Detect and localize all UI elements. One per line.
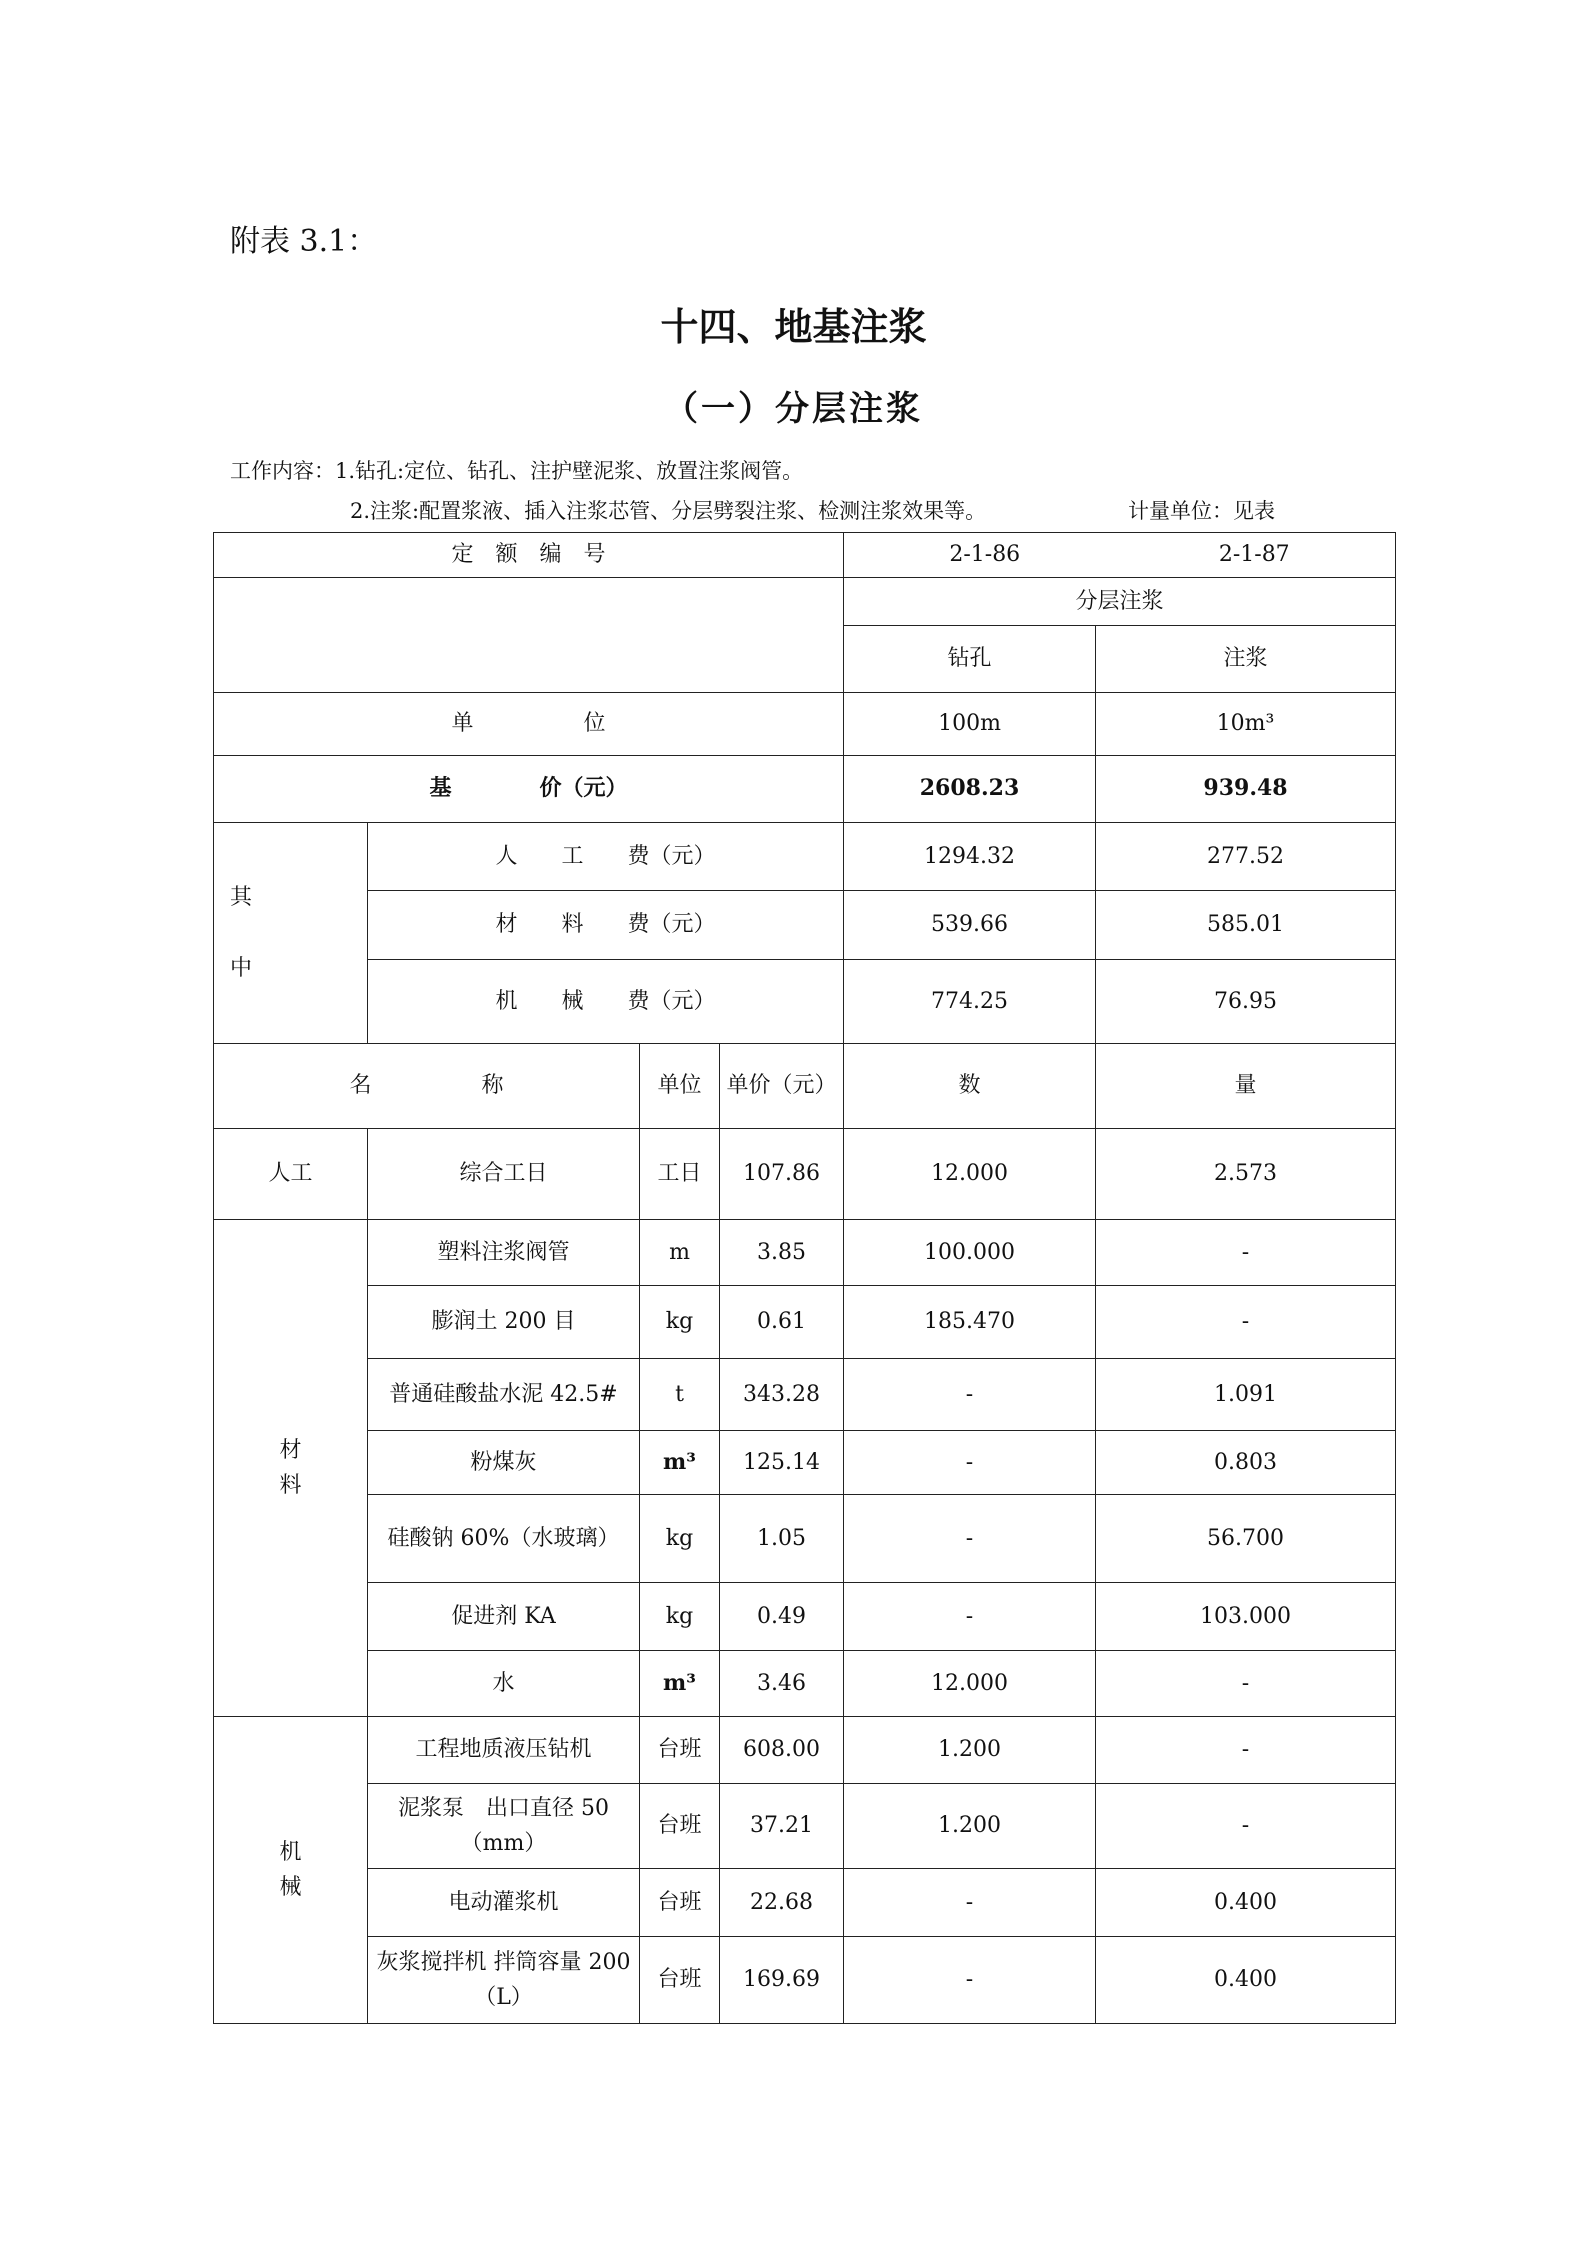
resource-price: 125.14	[720, 1431, 844, 1495]
table-row	[214, 1359, 1396, 1431]
base-price-label: 基 价（元）	[214, 756, 844, 823]
column-header-unit: 单位	[640, 1044, 720, 1129]
resource-name: 综合工日	[368, 1129, 640, 1220]
resource-unit: 台班	[640, 1937, 720, 2024]
cost-row	[214, 891, 1396, 960]
table-row	[214, 1784, 1396, 1869]
resource-name: 电动灌浆机	[368, 1869, 640, 1937]
resource-price: 0.61	[720, 1286, 844, 1359]
unit-value-2: 10m³	[1096, 693, 1396, 756]
work-content-line-1: 工作内容：1.钻孔:定位、钻孔、注护壁泥浆、放置注浆阀管。	[230, 459, 804, 483]
resource-qty-1: 12.000	[844, 1129, 1096, 1220]
project-blank-cell	[214, 578, 844, 693]
cost-value: 1294.32	[844, 823, 1096, 891]
machinery-group-char-1: 机	[279, 1839, 302, 1865]
resource-qty-2: 0.803	[1096, 1431, 1396, 1495]
resource-qty-2: -	[1096, 1286, 1396, 1359]
resource-price: 343.28	[720, 1359, 844, 1431]
resource-price: 3.46	[720, 1651, 844, 1717]
cost-value: 76.95	[1096, 960, 1396, 1044]
project-label: 分层注浆	[844, 578, 1396, 626]
resource-qty-1: -	[844, 1869, 1096, 1937]
cost-value: 774.25	[844, 960, 1096, 1044]
resource-name: 塑料注浆阀管	[368, 1220, 640, 1286]
resource-qty-2: 2.573	[1096, 1129, 1396, 1220]
quota-code-2: 2-1-87	[1218, 542, 1290, 568]
resource-qty-1: 100.000	[844, 1220, 1096, 1286]
resource-unit: m³	[640, 1651, 720, 1717]
quota-code-row	[214, 533, 1396, 578]
resource-price: 608.00	[720, 1717, 844, 1784]
quota-codes-cell	[844, 533, 1396, 578]
material-group-char-1: 材	[279, 1437, 302, 1463]
resource-qty-1: -	[844, 1495, 1096, 1583]
resource-price: 22.68	[720, 1869, 844, 1937]
resource-qty-2: 56.700	[1096, 1495, 1396, 1583]
resource-name: 普通硅酸盐水泥 42.5#	[368, 1359, 640, 1431]
resource-name: 促进剂 KA	[368, 1583, 640, 1651]
column-header-price: 单价（元）	[720, 1044, 844, 1129]
resource-price: 0.49	[720, 1583, 844, 1651]
resource-price: 1.05	[720, 1495, 844, 1583]
resource-unit: kg	[640, 1495, 720, 1583]
resource-qty-2: 1.091	[1096, 1359, 1396, 1431]
resource-unit: kg	[640, 1583, 720, 1651]
resource-unit: 台班	[640, 1717, 720, 1784]
quota-code-label: 定 额 编 号	[214, 533, 844, 578]
table-row	[214, 1717, 1396, 1784]
resource-qty-2: 0.400	[1096, 1937, 1396, 2024]
column-header-row	[214, 1044, 1396, 1129]
section-subtitle: （一）分层注浆	[664, 389, 923, 429]
appendix-label: 附表 3.1：	[230, 224, 378, 259]
resource-price: 3.85	[720, 1220, 844, 1286]
resource-qty-1: -	[844, 1359, 1096, 1431]
resource-qty-2: 103.000	[1096, 1583, 1396, 1651]
resource-qty-2: -	[1096, 1784, 1396, 1869]
material-group-char-2: 料	[279, 1473, 302, 1498]
resource-qty-1: 1.200	[844, 1717, 1096, 1784]
resource-name: 工程地质液压钻机	[368, 1717, 640, 1784]
table-row	[214, 1937, 1396, 2024]
unit-label: 单 位	[214, 693, 844, 756]
table-row	[214, 1431, 1396, 1495]
quota-code-1: 2-1-86	[949, 542, 1021, 568]
resource-name: 膨润土 200 目	[368, 1286, 640, 1359]
resource-name: 泥浆泵 出口直径 50（mm）	[368, 1784, 640, 1869]
resource-qty-1: 1.200	[844, 1784, 1096, 1869]
quota-table	[213, 532, 1396, 2024]
machinery-group-char-2: 械	[279, 1875, 302, 1900]
cost-label-machinery: 机 械 费（元）	[368, 960, 844, 1044]
resource-price: 169.69	[720, 1937, 844, 2024]
table-row	[214, 1220, 1396, 1286]
resource-qty-1: -	[844, 1937, 1096, 2024]
material-group-label	[214, 1220, 368, 1717]
resource-name: 硅酸钠 60%（水玻璃）	[368, 1495, 640, 1583]
resource-price: 107.86	[720, 1129, 844, 1220]
project-row	[214, 578, 1396, 626]
resource-unit: 台班	[640, 1869, 720, 1937]
resource-qty-1: -	[844, 1583, 1096, 1651]
resource-qty-1: 12.000	[844, 1651, 1096, 1717]
column-header-qty-right: 量	[1096, 1044, 1396, 1129]
resource-unit: 台班	[640, 1784, 720, 1869]
table-row	[214, 1651, 1396, 1717]
sub-item-grouting: 注浆	[1096, 626, 1396, 693]
of-which-char-1: 其	[230, 884, 253, 910]
table-row	[214, 1286, 1396, 1359]
unit-value-1: 100m	[844, 693, 1096, 756]
resource-qty-2: 0.400	[1096, 1869, 1396, 1937]
resource-qty-2: -	[1096, 1651, 1396, 1717]
of-which-char-2: 中	[230, 956, 253, 981]
resource-unit: t	[640, 1359, 720, 1431]
resource-qty-2: -	[1096, 1717, 1396, 1784]
page-title: 十四、地基注浆	[660, 305, 927, 349]
resource-name: 粉煤灰	[368, 1431, 640, 1495]
resource-unit: 工日	[640, 1129, 720, 1220]
unit-note: 计量单位：见表	[1128, 499, 1275, 523]
cost-row	[214, 823, 1396, 891]
base-price-1: 2608.23	[844, 756, 1096, 823]
table-row	[214, 1869, 1396, 1937]
resource-unit: m³	[640, 1431, 720, 1495]
table-row	[214, 1129, 1396, 1220]
resource-name: 水	[368, 1651, 640, 1717]
resource-qty-1: -	[844, 1431, 1096, 1495]
cost-value: 585.01	[1096, 891, 1396, 960]
resource-unit: m	[640, 1220, 720, 1286]
table-row	[214, 1583, 1396, 1651]
work-content-line-2: 2.注浆:配置浆液、插入注浆芯管、分层劈裂注浆、检测注浆效果等。	[350, 499, 987, 523]
of-which-cell	[214, 823, 368, 1044]
cost-row	[214, 960, 1396, 1044]
unit-row	[214, 693, 1396, 756]
column-header-qty-left: 数	[844, 1044, 1096, 1129]
resource-unit: kg	[640, 1286, 720, 1359]
resource-qty-1: 185.470	[844, 1286, 1096, 1359]
base-price-row	[214, 756, 1396, 823]
labor-group-label: 人工	[214, 1129, 368, 1220]
cost-value: 277.52	[1096, 823, 1396, 891]
cost-label-material: 材 料 费（元）	[368, 891, 844, 960]
base-price-2: 939.48	[1096, 756, 1396, 823]
machinery-group-label	[214, 1717, 368, 2024]
sub-item-drilling: 钻孔	[844, 626, 1096, 693]
cost-label-labor: 人 工 费（元）	[368, 823, 844, 891]
resource-qty-2: -	[1096, 1220, 1396, 1286]
resource-name: 灰浆搅拌机 拌筒容量 200（L）	[368, 1937, 640, 2024]
column-header-name: 名 称	[214, 1044, 640, 1129]
resource-price: 37.21	[720, 1784, 844, 1869]
table-row	[214, 1495, 1396, 1583]
cost-value: 539.66	[844, 891, 1096, 960]
